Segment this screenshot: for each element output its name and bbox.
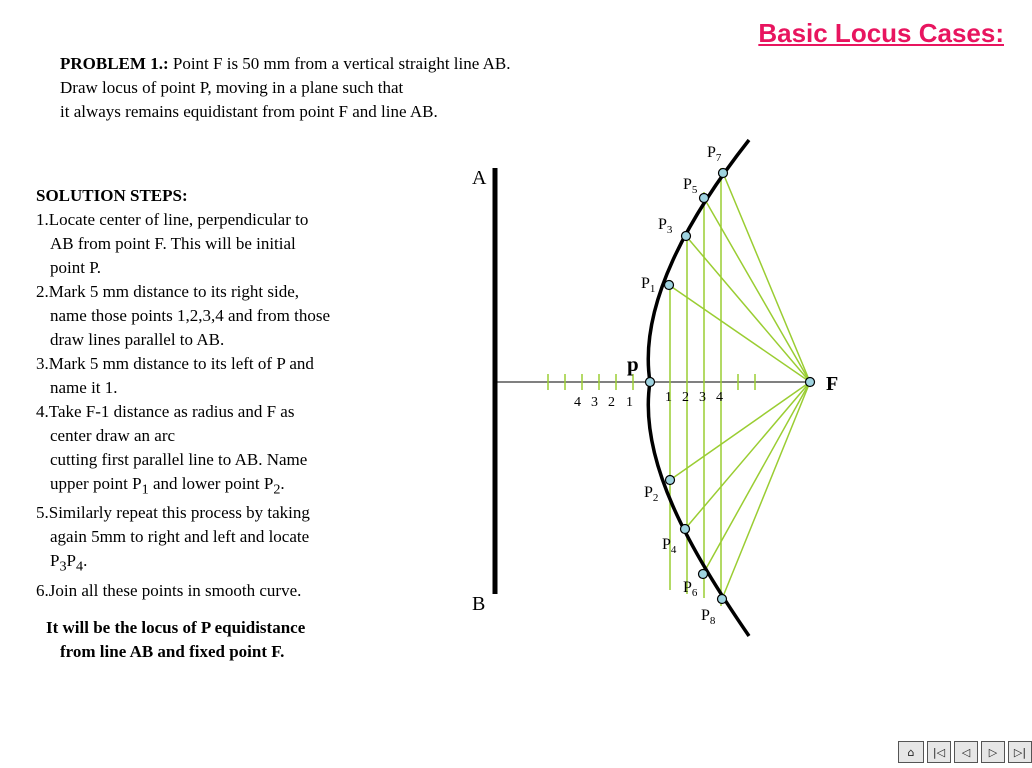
label-b: B [472,593,486,615]
step-4c: cutting first parallel line to AB. Name [50,450,308,469]
label-a: A [472,167,487,189]
left-mark-4: 4 [574,395,581,410]
label-f: F [826,373,839,395]
right-mark-2: 2 [682,390,689,405]
step-2b: name those points 1,2,3,4 and from those [50,306,330,325]
label-p6: $P_6$ [683,579,698,599]
slide-navigation [898,741,1032,763]
label-p3: $P_3$ [658,216,673,236]
point-f [806,378,815,387]
left-mark-2: 2 [608,395,615,410]
point-p8 [718,595,727,604]
step-3a: 3.Mark 5 mm distance to its left of P and [36,354,314,373]
label-initial-p: p [627,352,639,376]
label-p5: $P_5$ [683,176,698,196]
next-slide-button[interactable]: ▷ [981,741,1005,763]
label-p7: $P_7$ [707,144,722,164]
problem-line-1: Point F is 50 mm from a vertical straight line AB. [168,54,511,73]
point-p6 [699,570,708,579]
problem-label: PROBLEM 1.: [60,54,169,73]
step-5b: again 5mm to right and left and locate [50,527,310,547]
step-4a: 4.Take F-1 distance as radius and F as [36,402,295,421]
step-4d: upper point $P_1$ and lower point $P_2$. [50,474,285,498]
step-4b: center draw an arc [50,426,176,445]
point-p3 [682,232,691,241]
parallel-lines [670,168,721,606]
point-p4 [681,525,690,534]
step-2c: draw lines parallel to AB. [50,330,225,349]
home-button[interactable]: ⌂ [898,741,924,763]
problem-line-3: it always remains equidistant from point F and line AB. [60,102,438,121]
right-mark-3: 3 [699,390,706,405]
previous-slide-button[interactable]: ◁ [954,741,978,763]
point-p5 [700,194,709,203]
step-5a: 5.Similarly repeat this process by taking [36,503,310,523]
point-p1 [665,281,674,290]
step-1a: 1.Locate center of line, perpendicular to [36,210,309,229]
conclusion-line-2: from line AB and fixed point F. [60,642,285,661]
label-p8: $P_8$ [701,607,716,627]
step-1c: point P. [50,258,102,277]
left-mark-1: 1 [626,395,633,410]
label-p4: $P_4$ [662,536,677,556]
step-1b: AB from point F. This will be initial [50,234,296,253]
first-slide-button[interactable]: |◁ [927,741,951,763]
label-p2: $P_2$ [644,484,659,504]
conclusion-line-1: It will be the locus of P equidistance [46,618,306,637]
point-p2 [666,476,675,485]
slide-title: Basic Locus Cases: [758,18,1004,48]
steps-heading: SOLUTION STEPS: [36,186,188,205]
step-5c: $P_3P_4$. [50,551,88,575]
right-mark-4: 4 [716,390,723,405]
locus-curve [648,140,749,636]
problem-line-2: Draw locus of point P, moving in a plane such that [60,78,404,97]
step-2a: 2.Mark 5 mm distance to its right side, [36,282,299,301]
point-p [646,378,655,387]
right-mark-1: 1 [665,390,672,405]
step-3b: name it 1. [50,378,118,397]
last-slide-button[interactable]: ▷| [1008,741,1032,763]
step-6: 6.Join all these points in smooth curve. [36,580,302,600]
label-p1: $P_1$ [641,275,656,295]
left-mark-3: 3 [591,395,598,410]
point-p7 [719,169,728,178]
